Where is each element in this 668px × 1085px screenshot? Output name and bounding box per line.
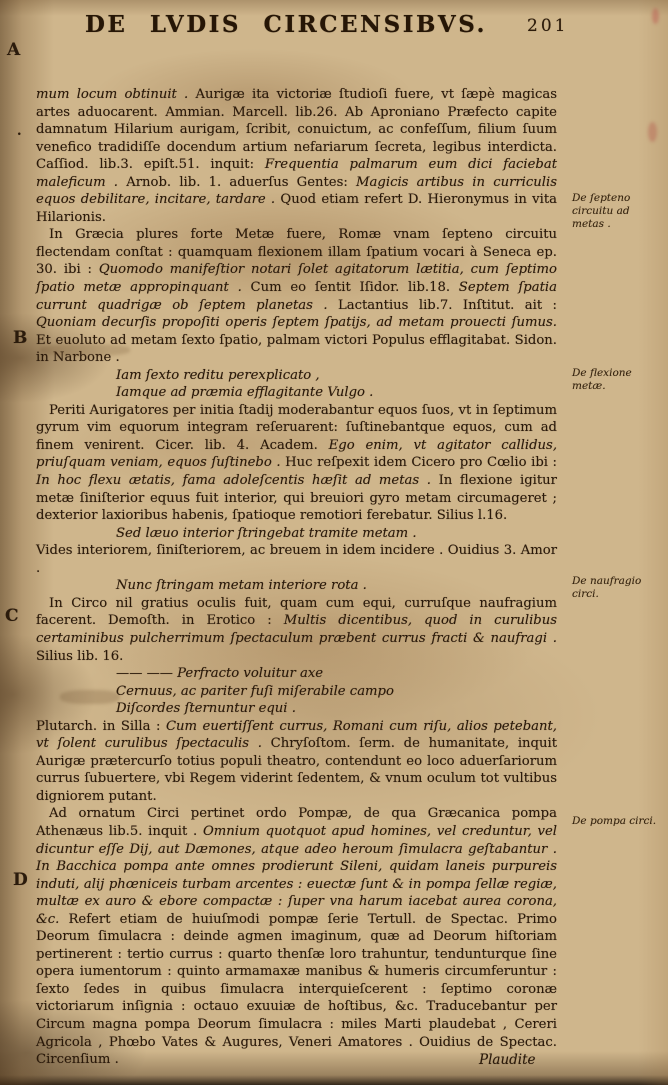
- text-segment: Ego enim, vt agitator callidus, priuſquam veniam, equos ſuſtinebo .: [36, 437, 558, 471]
- text-segment: In Circo nil gratius oculis fuit, quam cum equi, curruſque naufragium facerent. Demoſth. in Erotico :: [36, 595, 557, 629]
- text-segment: Cum eo ſentit Iſidor. lib.18.: [250, 280, 459, 296]
- stain-mark: [40, 344, 130, 356]
- text-segment: Plutarch. in Silla :: [36, 718, 166, 734]
- signature-letter-d: D: [13, 870, 28, 890]
- text-segment: Refert etiam de huiuſmodi pompæ ſerie Tertull. de Spectac. Primo Deorum ſimulacra : deinde agmen imaginum, quæ ad Deorum hiſtoriam pertinerent : tertio currus : quarto thenſæ loro trahuntur, tendunturque ſine opera iumentorum : quinto armamaxæ manibus & humeris circumferuntur : ſexto ſedes in quibus ſimulacra interquieſcerent : ſeptimo coronæ victoriarum inſignia : octauo exuuiæ de hoſtibus, &c. Traducebantur per Circum magna pompa Deorum ſimulacra : miles Marti plaudebat , Cereri Agricola , Phœbo Vates & Augures, Veneri Amatores . Ouidius de Spectac. Circenſium .: [36, 911, 557, 1068]
- text-segment: Iam ſexto reditu perexplicato ,: [116, 367, 320, 383]
- stain-mark: [60, 690, 120, 704]
- text-column: [36, 86, 557, 1069]
- text-segment: Aurigæ ita victoriæ ſtudioſi fuere, vt ſæpè magicas artes aduocarent. Ammian. Marcell. lib.26. Ab Aproniano Præfecto capite damnatum Hilarium aurigam, ſcribit, conuictum, ac confeſſum, filium ſuum venefico tradidiſſe docendum artium nefariarum ſecreta, legibus interdicta. Caſſiod. lib.3. epiſt.51. inquit:: [36, 87, 557, 173]
- margin-dot: .: [17, 124, 22, 139]
- page-number: 201: [527, 16, 569, 36]
- signature-letter-c: C: [5, 606, 19, 626]
- text-segment: Omnium quotquot apud homines, vel creduntur, vel dicuntur eſſe Dij, aut Dæmones, atque adeo heroum ſimulacra geſtabantur . In Bacchica pompa ante omnes prodierunt Sileni, quidam laneis purpureis induti, alij phœniceis turbam arcentes : euectæ ſunt & in pompa ſellæ regiæ, multæ ex auro & ebore compactæ : ſuper vna harum iacebat aurea corona, &c.: [36, 823, 557, 927]
- paragraph: [36, 595, 557, 665]
- text-segment: Diſcordes ſternuntur equi .: [116, 701, 296, 717]
- verse-line: [116, 577, 557, 595]
- verse-line: [116, 700, 557, 718]
- text-segment: Silius lib. 16.: [36, 648, 124, 664]
- verse-line: [116, 384, 557, 402]
- text-segment: Lactantius lib.7. Inſtitut. ait :: [337, 297, 557, 313]
- text-segment: Arnob. lib. 1. aduerſus Gentes:: [126, 174, 357, 190]
- text-segment: —— ——: [116, 666, 178, 682]
- text-segment: Septem ſpatia currunt quadrigæ ob ſeptem planetas .: [36, 280, 557, 313]
- paragraph: [36, 718, 557, 806]
- verse-line: [116, 367, 557, 385]
- verse-line: [116, 683, 557, 701]
- paragraph: [36, 542, 557, 577]
- text-segment: Chryſoſtom. ſerm. de humanitate, inquit Aurigæ prætercurſo totius populi theatro, contendunt eo loco aduerſariorum currus ſubuertere, vbi Regem viderint ſedentem, & vnum oculum tot vultibus digniorem putant.: [36, 736, 557, 804]
- verse-line: [116, 525, 557, 543]
- text-segment: In Græcia plures forte Metæ fuere, Romæ vnam ſepteno circuitu flectendam conſtat : quamquam flexionem illam ſpatium vocari à Seneca ep. 30. ibi :: [36, 227, 557, 278]
- text-segment: Perfracto voluitur axe: [177, 666, 324, 682]
- margin-note: De naufragio circi.: [572, 575, 642, 600]
- text-segment: Quod etiam refert D. Hieronymus in vita Hilarionis.: [36, 192, 558, 225]
- margin-note: De ſepteno circuitu ad metas .: [572, 192, 631, 230]
- verse-line: [116, 665, 557, 683]
- text-segment: Periti Aurigatores per initia ſtadij moderabantur equos ſuos, vt in ſeptimum gyrum vim equorum integram reſeruarent: ſuſtinebantque equos, cum ad finem venirent. Cicer. lib. 4. Academ.: [36, 402, 557, 453]
- signature-letter-a: A: [7, 40, 21, 60]
- paragraph: [36, 805, 557, 1068]
- text-segment: Et euoluto ad metam ſexto ſpatio, palmam victori Populus efflagitabat. Sidon. in Narbone .: [36, 332, 557, 366]
- margin-note: De flexione metæ.: [572, 367, 632, 392]
- page-title: DE LVDIS CIRCENSIBVS.: [84, 11, 488, 38]
- text-segment: Quoniam decurſis propoſiti operis ſeptem ſpatijs, ad metam prouecti ſumus.: [36, 315, 557, 331]
- text-segment: Multis dicentibus, quod in curulibus certaminibus pulcherrimum ſpectaculum præbent currus fracti & naufragi .: [36, 613, 557, 646]
- text-segment: Sed læuo interior ſtringebat tramite metam .: [116, 525, 417, 541]
- text-segment: Iamque ad præmia efflagitante Vulgo .: [116, 385, 374, 401]
- signature-letter-b: B: [13, 328, 28, 348]
- text-segment: mum locum obtinuit .: [36, 87, 196, 102]
- red-ink-mark: [652, 8, 659, 24]
- catchword: Plaudite: [479, 1052, 536, 1068]
- text-segment: In flexione igitur metæ ſiniſterior equus fuit interior, qui breuiori gyro metam circumageret ; dexterior laxioribus habenis, ſpatioque remotiori ferebatur. Silius l.16.: [36, 473, 557, 524]
- text-segment: Vides interiorem, ſiniſteriorem, ac breuem in idem incidere . Ouidius 3. Amor .: [36, 543, 557, 576]
- text-segment: Cum euertiſſent currus, Romani cum riſu, alios petebant, vt ſolent curulibus ſpectaculis .: [36, 718, 558, 752]
- text-segment: Ad ornatum Circi pertinet ordo Pompæ, de qua Græcanica pompa Athenæus lib.5. inquit .: [36, 806, 557, 839]
- text-segment: Magicis artibus in curriculis equos debilitare, incitare, tardare .: [36, 174, 557, 208]
- paragraph: [36, 86, 557, 226]
- margin-note: De pompa circi.: [572, 815, 657, 827]
- text-segment: Quomodo manifeſtior notari ſolet agitatorum lætitia, cum ſeptimo ſpatio metæ appropinquant .: [36, 262, 557, 296]
- paragraph: [36, 402, 557, 525]
- text-segment: Frequentia palmarum eum dici faciebat maleficum .: [36, 157, 557, 190]
- text-segment: Cernuus, ac pariter fuſi miſerabile campo: [116, 683, 394, 699]
- text-segment: Huc reſpexit idem Cicero pro Cœlio ibi :: [285, 455, 557, 471]
- text-segment: Nunc ſtringam metam interiore rota .: [116, 578, 367, 594]
- text-segment: In hoc flexu ætatis, fama adoleſcentis hæſit ad metas .: [36, 473, 439, 489]
- red-ink-mark: [648, 122, 657, 142]
